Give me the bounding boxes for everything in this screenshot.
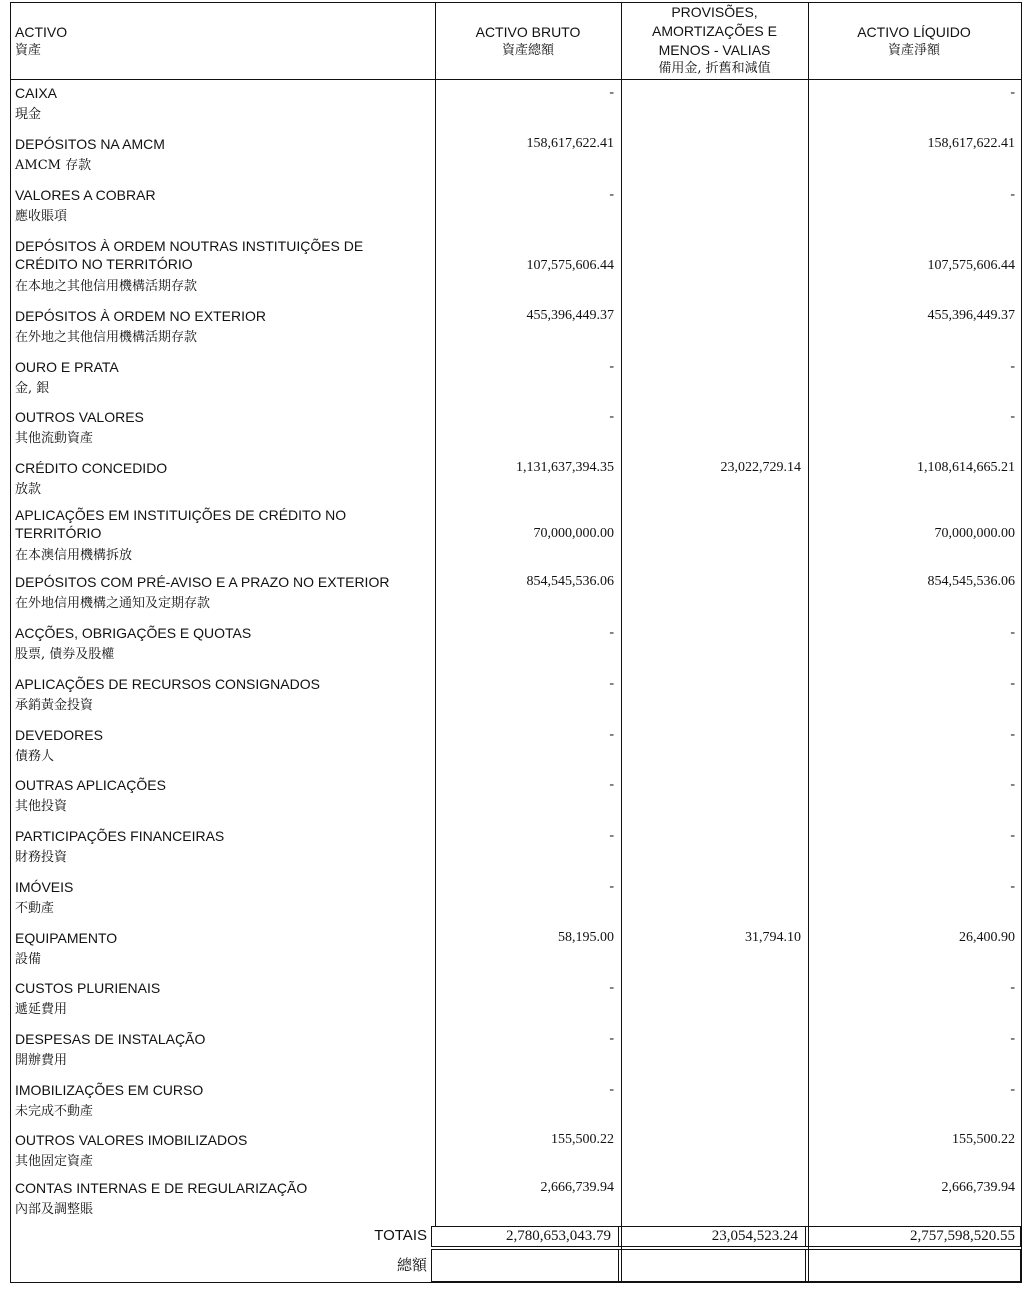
row-label-pt: IMÓVEIS bbox=[15, 879, 74, 895]
row-liquido: 155,500.22 bbox=[952, 1132, 1015, 1147]
row-liquido: - bbox=[1010, 1082, 1015, 1097]
row-bruto: - bbox=[609, 1082, 614, 1097]
row-label-pt: PARTICIPAÇÕES FINANCEIRAS bbox=[15, 828, 225, 844]
row-label-pt: DEPÓSITOS COM PRÉ-AVISO E A PRAZO NO EXTERIOR bbox=[15, 574, 390, 590]
row-bruto: 155,500.22 bbox=[551, 1132, 614, 1147]
row-label-zh: 股票, 債券及股權 bbox=[15, 647, 115, 662]
row-label-zh: 在外地之其他信用機構活期存款 bbox=[15, 330, 198, 345]
totals-bruto: 2,780,653,043.79 bbox=[506, 1228, 611, 1244]
row-label-pt: APLICAÇÕES EM INSTITUIÇÕES DE CRÉDITO NO bbox=[15, 507, 347, 523]
row-label-zh: 設備 bbox=[15, 952, 42, 967]
row-label-zh: 在本地之其他信用機構活期存款 bbox=[15, 279, 198, 294]
row-label-zh: 其他投資 bbox=[15, 799, 68, 814]
totals-liquido: 2,757,598,520.55 bbox=[910, 1228, 1015, 1244]
row-liquido: 70,000,000.00 bbox=[934, 526, 1015, 541]
balance-sheet-table bbox=[10, 2, 1022, 1283]
row-label-zh: 未完成不動產 bbox=[15, 1104, 94, 1119]
row-liquido: 158,617,622.41 bbox=[927, 136, 1015, 151]
row-label-zh: 在本澳信用機構拆放 bbox=[15, 548, 133, 563]
row-label-zh: 應收賬項 bbox=[15, 209, 68, 224]
row-label-pt: DEPÓSITOS À ORDEM NOUTRAS INSTITUIÇÕES DE bbox=[15, 238, 364, 254]
row-label-zh: 開辦費用 bbox=[15, 1053, 68, 1068]
row-liquido: - bbox=[1010, 727, 1015, 742]
row-liquido: 2,666,739.94 bbox=[941, 1180, 1015, 1195]
row-label-pt-line2: CRÉDITO NO TERRITÓRIO bbox=[15, 256, 193, 272]
row-label-zh: 財務投資 bbox=[15, 850, 68, 865]
row-bruto: - bbox=[609, 187, 614, 202]
row-bruto: 70,000,000.00 bbox=[533, 526, 614, 541]
totals-label-zh: 總額 bbox=[396, 1256, 427, 1274]
col-divider-2 bbox=[621, 3, 622, 1282]
row-label-pt: DEPÓSITOS À ORDEM NO EXTERIOR bbox=[15, 308, 267, 324]
row-label-pt: VALORES A COBRAR bbox=[15, 187, 156, 203]
row-label-zh: 其他流動資產 bbox=[15, 431, 94, 446]
row-liquido: 854,545,536.06 bbox=[927, 574, 1015, 589]
row-label-pt: OUTRAS APLICAÇÕES bbox=[15, 777, 166, 793]
row-liquido: - bbox=[1010, 879, 1015, 894]
header-divider bbox=[11, 79, 1021, 80]
row-label-zh: AMCM 存款 bbox=[15, 158, 92, 173]
header-provisoes bbox=[621, 3, 808, 78]
row-label-pt: DEVEDORES bbox=[15, 727, 103, 743]
row-label-pt: CRÉDITO CONCEDIDO bbox=[15, 460, 168, 476]
row-liquido: - bbox=[1010, 980, 1015, 995]
row-bruto: - bbox=[609, 409, 614, 424]
row-liquido: 1,108,614,665.21 bbox=[917, 460, 1015, 475]
row-label-zh: 在外地信用機構之通知及定期存款 bbox=[15, 596, 211, 611]
row-label-pt: DESPESAS DE INSTALAÇÃO bbox=[15, 1031, 206, 1047]
row-label-zh: 內部及調整賬 bbox=[15, 1202, 94, 1217]
row-bruto: - bbox=[609, 879, 614, 894]
totals-label-pt: TOTAIS bbox=[374, 1227, 427, 1244]
row-provisoes: 23,022,729.14 bbox=[720, 460, 801, 475]
totals-zh-box-liquido bbox=[805, 1249, 1021, 1282]
row-label-zh: 金, 銀 bbox=[15, 381, 50, 396]
header-activo-bruto bbox=[435, 23, 621, 60]
row-liquido: - bbox=[1010, 409, 1015, 424]
col-divider-1 bbox=[435, 3, 436, 1226]
row-label-pt: OUTROS VALORES IMOBILIZADOS bbox=[15, 1132, 248, 1148]
row-liquido: 455,396,449.37 bbox=[927, 308, 1015, 323]
row-bruto: 58,195.00 bbox=[558, 930, 614, 945]
row-label-pt: CAIXA bbox=[15, 85, 58, 101]
header-activo-liquido bbox=[808, 23, 1020, 60]
row-label-zh: 現金 bbox=[15, 107, 42, 122]
row-bruto: - bbox=[609, 676, 614, 691]
row-bruto: 1,131,637,394.35 bbox=[516, 460, 614, 475]
row-bruto: - bbox=[609, 980, 614, 995]
row-label-pt: DEPÓSITOS NA AMCM bbox=[15, 136, 165, 152]
header-activo-zh: 資產 bbox=[15, 43, 42, 58]
header-provisoes-pt-1: PROVISÕES, bbox=[671, 4, 758, 20]
totals-zh-box-bruto bbox=[431, 1249, 619, 1282]
row-liquido: 107,575,606.44 bbox=[927, 258, 1015, 273]
row-liquido: - bbox=[1010, 676, 1015, 691]
row-liquido: - bbox=[1010, 1031, 1015, 1046]
header-provisoes-pt-3: MENOS - VALIAS bbox=[658, 42, 771, 58]
totals-provisoes: 23,054,523.24 bbox=[711, 1228, 798, 1244]
row-bruto: 107,575,606.44 bbox=[526, 258, 614, 273]
row-bruto: 2,666,739.94 bbox=[540, 1180, 614, 1195]
row-bruto: - bbox=[609, 625, 614, 640]
header-activo-bruto-pt: ACTIVO BRUTO bbox=[475, 24, 581, 40]
header-activo-liquido-zh: 資產淨額 bbox=[887, 43, 940, 58]
row-liquido: - bbox=[1010, 85, 1015, 100]
col-divider-3 bbox=[808, 3, 809, 1282]
row-bruto: - bbox=[609, 727, 614, 742]
row-liquido: - bbox=[1010, 187, 1015, 202]
row-bruto: - bbox=[609, 359, 614, 374]
row-label-zh: 放款 bbox=[15, 482, 42, 497]
row-label-pt: IMOBILIZAÇÕES EM CURSO bbox=[15, 1082, 204, 1098]
row-bruto: - bbox=[609, 828, 614, 843]
row-liquido: - bbox=[1010, 828, 1015, 843]
row-label-pt-line2: TERRITÓRIO bbox=[15, 525, 102, 541]
row-bruto: - bbox=[609, 777, 614, 792]
row-bruto: 854,545,536.06 bbox=[526, 574, 614, 589]
row-label-zh: 承銷黃金投資 bbox=[15, 698, 94, 713]
row-label-pt: OUTROS VALORES bbox=[15, 409, 144, 425]
row-label-pt: OURO E PRATA bbox=[15, 359, 119, 375]
header-activo bbox=[15, 23, 67, 60]
totals-zh-box-provisoes bbox=[618, 1249, 806, 1282]
row-bruto: - bbox=[609, 85, 614, 100]
row-label-zh: 不動產 bbox=[15, 901, 55, 916]
header-activo-pt: ACTIVO bbox=[15, 24, 68, 40]
row-label-pt: ACÇÕES, OBRIGAÇÕES E QUOTAS bbox=[15, 625, 252, 641]
row-label-pt: EQUIPAMENTO bbox=[15, 930, 118, 946]
row-provisoes: 31,794.10 bbox=[745, 930, 801, 945]
header-provisoes-zh: 備用金, 折舊和減值 bbox=[658, 61, 771, 76]
header-activo-bruto-zh: 資產總額 bbox=[501, 43, 554, 58]
row-liquido: - bbox=[1010, 625, 1015, 640]
row-label-pt: CUSTOS PLURIENAIS bbox=[15, 980, 161, 996]
row-label-zh: 其他固定資產 bbox=[15, 1154, 94, 1169]
row-liquido: - bbox=[1010, 359, 1015, 374]
row-bruto: - bbox=[609, 1031, 614, 1046]
header-provisoes-pt-2: AMORTIZAÇÕES E bbox=[652, 23, 777, 39]
row-bruto: 158,617,622.41 bbox=[526, 136, 614, 151]
row-label-zh: 遞延費用 bbox=[15, 1002, 68, 1017]
row-label-pt: CONTAS INTERNAS E DE REGULARIZAÇÃO bbox=[15, 1180, 308, 1196]
row-label-pt: APLICAÇÕES DE RECURSOS CONSIGNADOS bbox=[15, 676, 320, 692]
row-liquido: 26,400.90 bbox=[959, 930, 1015, 945]
row-label-zh: 債務人 bbox=[15, 749, 55, 764]
row-bruto: 455,396,449.37 bbox=[526, 308, 614, 323]
row-liquido: - bbox=[1010, 777, 1015, 792]
header-activo-liquido-pt: ACTIVO LÍQUIDO bbox=[857, 24, 971, 40]
